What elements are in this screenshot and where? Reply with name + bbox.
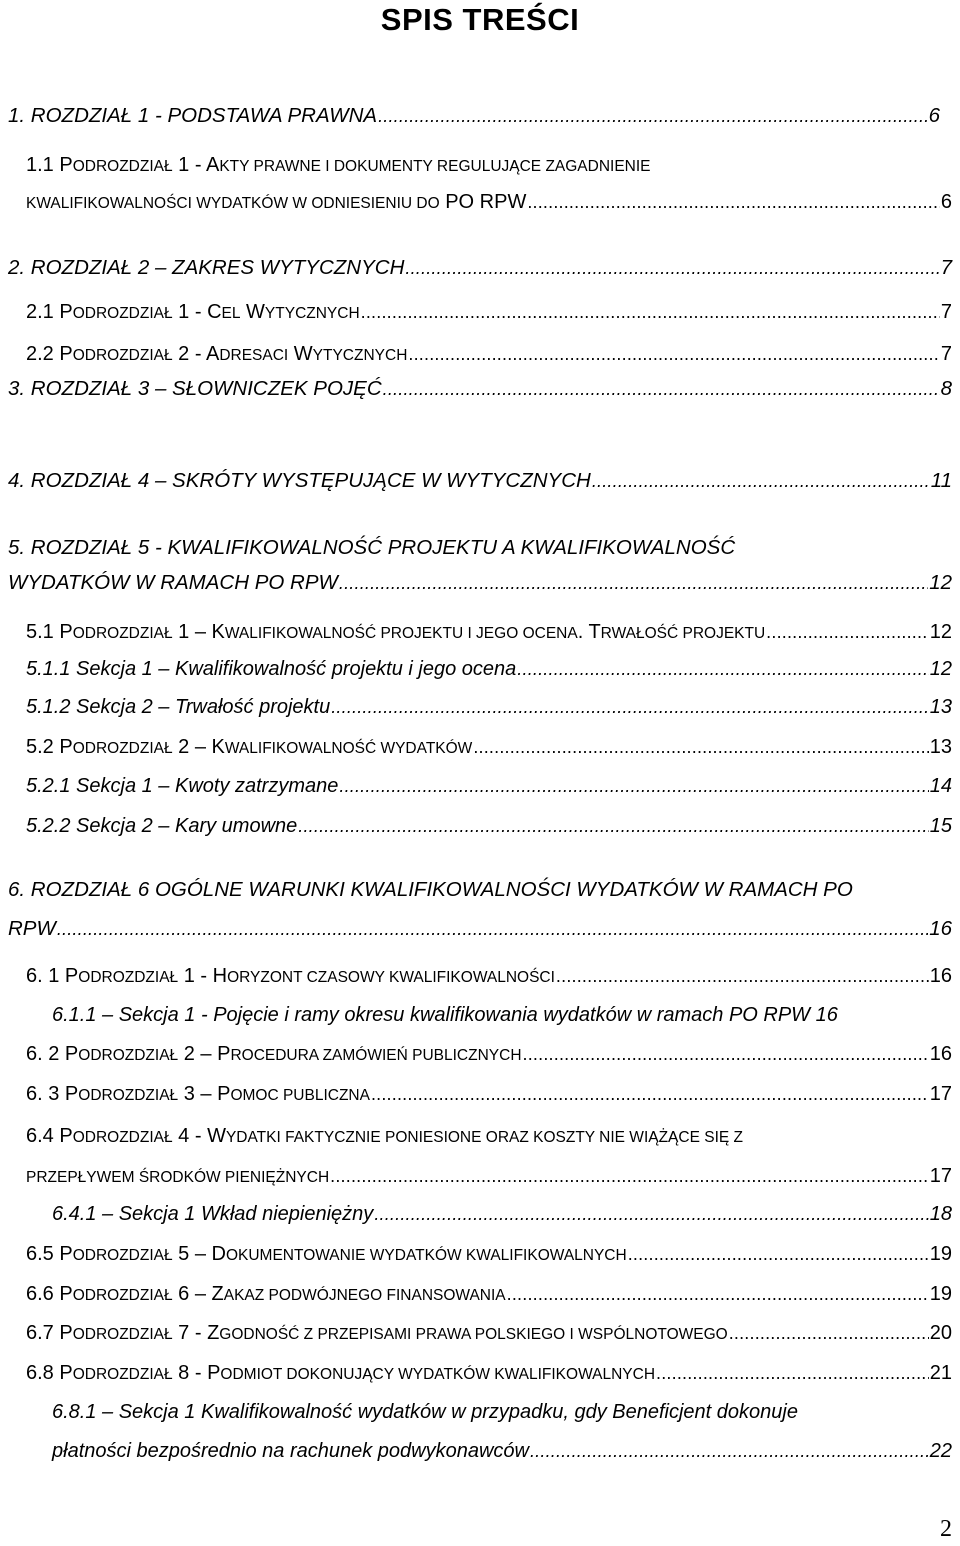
toc-entry-chapter-5-line1[interactable]: 5. ROZDZIAŁ 5 - KWALIFIKOWALNOŚĆ PROJEKTU A KWALIFIKOWALNOŚĆ: [8, 536, 736, 559]
toc-entry-6-7[interactable]: 6.7 PODROZDZIAŁ 7 - ZGODNOŚĆ Z PRZEPISAMI PRAWA POLSKIEGO I WSPÓLNOTOWEGO ..... 20: [26, 1319, 952, 1347]
toc-entry-5-1[interactable]: 5.1 PODROZDZIAŁ 1 – KWALIFIKOWALNOŚĆ PROJEKTU I JEGO OCENA. TRWAŁOŚĆ PROJEKTU ..... 12: [26, 618, 952, 646]
toc-entry-5-2-2[interactable]: 5.2.2 Sekcja 2 – Kary umowne ..... 15: [26, 812, 952, 840]
toc-entry-chapter-1[interactable]: 1. ROZDZIAŁ 1 - PODSTAWA PRAWNA ..... 6: [8, 102, 940, 130]
toc-entry-chapter-6-line1[interactable]: 6. ROZDZIAŁ 6 OGÓLNE WARUNKI KWALIFIKOWALNOŚCI WYDATKÓW W RAMACH PO: [8, 878, 853, 901]
toc-entry-2-1[interactable]: 2.1 PODROZDZIAŁ 1 - CEL WYTYCZNYCH ..... 7: [26, 298, 952, 326]
toc-entry-6-8[interactable]: 6.8 PODROZDZIAŁ 8 - PODMIOT DOKONUJĄCY WYDATKÓW KWALIFIKOWALNYCH ..... 21: [26, 1359, 952, 1387]
toc-entry-1-1-line2[interactable]: KWALIFIKOWALNOŚCI WYDATKÓW W ODNIESIENIU DO PO RPW ..... 6: [26, 188, 952, 216]
toc-entry-6-4-line2[interactable]: PRZEPŁYWEM ŚRODKÓW PIENIĘŻNYCH ..... 17: [26, 1162, 952, 1190]
toc-entry-chapter-4[interactable]: 4. ROZDZIAŁ 4 – SKRÓTY WYSTĘPUJĄCE W WYTYCZNYCH ..... 11: [8, 467, 952, 495]
toc-entry-6-6[interactable]: 6.6 PODROZDZIAŁ 6 – ZAKAZ PODWÓJNEGO FINANSOWANIA ..... 19: [26, 1280, 952, 1308]
toc-entry-6-1[interactable]: 6. 1 PODROZDZIAŁ 1 - HORYZONT CZASOWY KWALIFIKOWALNOŚCI ..... 16: [26, 962, 952, 990]
page-number: 2: [940, 1516, 952, 1542]
toc-entry-5-2-1[interactable]: 5.2.1 Sekcja 1 – Kwoty zatrzymane ..... 14: [26, 772, 952, 800]
toc-entry-6-4-line1[interactable]: 6.4 PODROZDZIAŁ 4 - WYDATKI FAKTYCZNIE PONIESIONE ORAZ KOSZTY NIE WIĄŻĄCE SIĘ Z: [26, 1125, 743, 1147]
toc-entry-5-2[interactable]: 5.2 PODROZDZIAŁ 2 – KWALIFIKOWALNOŚĆ WYDATKÓW ..... 13: [26, 733, 952, 761]
toc-entry-chapter-6-line2[interactable]: RPW ..... 16: [8, 915, 952, 943]
toc-entry-6-2[interactable]: 6. 2 PODROZDZIAŁ 2 – PROCEDURA ZAMÓWIEŃ PUBLICZNYCH ..... 16: [26, 1040, 952, 1068]
toc-entry-6-8-1-line1[interactable]: 6.8.1 – Sekcja 1 Kwalifikowalność wydatków w przypadku, gdy Beneficjent dokonuje: [52, 1401, 798, 1423]
toc-entry-2-2[interactable]: 2.2 PODROZDZIAŁ 2 - ADRESACI WYTYCZNYCH ..... 7: [26, 340, 952, 368]
toc-entry-chapter-3[interactable]: 3. ROZDZIAŁ 3 – SŁOWNICZEK POJĘĆ ..... 8: [8, 375, 952, 403]
toc-entry-1-1-line1[interactable]: 1.1 PODROZDZIAŁ 1 - AKTY PRAWNE I DOKUMENTY REGULUJĄCE ZAGADNIENIE: [26, 154, 651, 176]
toc-entry-6-8-1-line2[interactable]: płatności bezpośrednio na rachunek podwykonawców ..... 22: [52, 1437, 952, 1465]
toc-entry-chapter-5-line2[interactable]: WYDATKÓW W RAMACH PO RPW ..... 12: [8, 569, 952, 597]
toc-entry-6-1-1[interactable]: 6.1.1 – Sekcja 1 - Pojęcie i ramy okresu kwalifikowania wydatków w ramach PO RPW 16: [52, 1004, 838, 1026]
toc-entry-chapter-2[interactable]: 2. ROZDZIAŁ 2 – ZAKRES WYTYCZNYCH ..... 7: [8, 254, 952, 282]
toc-entry-6-5[interactable]: 6.5 PODROZDZIAŁ 5 – DOKUMENTOWANIE WYDATKÓW KWALIFIKOWALNYCH ..... 19: [26, 1240, 952, 1268]
toc-entry-5-1-1[interactable]: 5.1.1 Sekcja 1 – Kwalifikowalność projektu i jego ocena ..... 12: [26, 655, 952, 683]
toc-entry-5-1-2[interactable]: 5.1.2 Sekcja 2 – Trwałość projektu ..... 13: [26, 693, 952, 721]
page-title: SPIS TREŚCI: [380, 2, 580, 37]
toc-entry-6-3[interactable]: 6. 3 PODROZDZIAŁ 3 – POMOC PUBLICZNA ..... 17: [26, 1080, 952, 1108]
toc-entry-6-4-1[interactable]: 6.4.1 – Sekcja 1 Wkład niepieniężny ..... 18: [52, 1200, 952, 1228]
